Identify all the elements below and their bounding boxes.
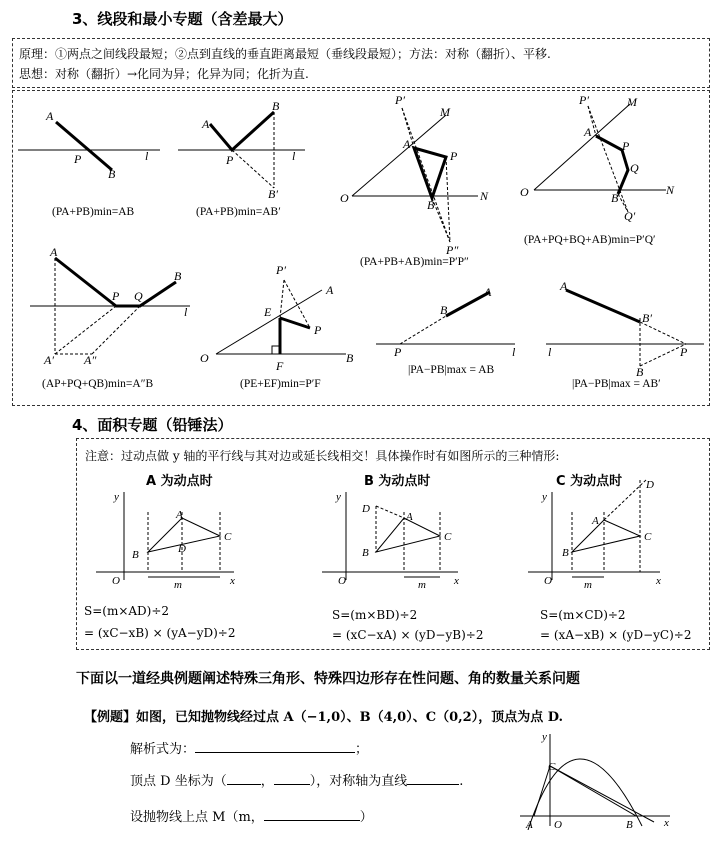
line1-end: ； (355, 742, 369, 757)
svg-text:A′: A′ (44, 353, 54, 367)
svg-text:Q: Q (134, 289, 143, 303)
svg-text:O: O (112, 575, 120, 587)
svg-text:O: O (338, 575, 346, 587)
case-b-formula-1: S=(m×BD)÷2 (332, 608, 418, 622)
svg-text:y: y (336, 491, 341, 503)
case-a-formula-2: = (xC−xB) × (yA−yD)÷2 (84, 626, 236, 640)
example-problem: 【例题】如图，已知抛物线经过点 A（−1,0）、B（4,0）、C（0,2），顶点为点 D. (84, 710, 564, 725)
svg-text:l: l (548, 345, 552, 359)
caption-7: |PA−PB|max = AB (408, 364, 495, 376)
analytic-label: 解析式为： (130, 742, 196, 757)
area-note: 注意：过动点做 y 轴的平行线与其对边或延长线相交！具体操作时有如图所示的三种情形: (85, 449, 560, 463)
svg-text:F: F (276, 359, 284, 373)
case-a-figure (96, 492, 234, 580)
svg-text:A: A (50, 245, 58, 259)
axis-blank[interactable] (407, 784, 459, 785)
case-a-title: A 为动点时 (146, 474, 213, 489)
caption-3: (PA+PB+AB)min=P′P″ (360, 256, 469, 268)
svg-text:P: P (622, 139, 630, 153)
svg-text:l: l (184, 305, 188, 319)
svg-text:P: P (74, 152, 82, 166)
svg-text:B: B (108, 167, 116, 181)
svg-text:P: P (314, 323, 322, 337)
svg-text:A″: A″ (84, 353, 97, 367)
svg-text:B′: B′ (642, 311, 652, 325)
svg-text:P: P (680, 345, 688, 359)
svg-text:B: B (362, 547, 369, 559)
svg-text:A: A (202, 117, 210, 131)
svg-text:M: M (440, 105, 450, 119)
svg-text:C: C (444, 531, 452, 543)
svg-text:B: B (346, 351, 354, 365)
svg-text:B: B (636, 365, 644, 379)
svg-text:O: O (544, 575, 552, 587)
section3-title: 3、线段和最小专题（含差最大） (72, 10, 293, 28)
line3-end: ） (359, 810, 373, 825)
svg-text:N: N (666, 183, 675, 197)
vertex-y-blank[interactable] (274, 784, 310, 785)
figure-4 (534, 104, 666, 212)
svg-text:A: A (406, 511, 413, 523)
figure-2 (178, 112, 305, 188)
svg-text:O: O (554, 819, 562, 830)
vertex-label: 顶点 D 坐标为（ (130, 774, 227, 789)
example-line-3 (130, 806, 373, 825)
svg-text:M: M (627, 95, 637, 109)
svg-text:l: l (292, 149, 296, 163)
point-m-blank[interactable] (264, 820, 360, 821)
svg-text:P′: P′ (579, 93, 589, 107)
svg-text:x: x (664, 817, 669, 829)
svg-text:Q′: Q′ (624, 209, 636, 223)
figure-1 (18, 122, 160, 170)
svg-text:Q: Q (630, 161, 639, 175)
caption-2: (PA+PB)min=AB′ (196, 206, 281, 218)
svg-text:P′: P′ (395, 93, 405, 107)
line2-end: . (459, 774, 464, 789)
svg-text:A: A (176, 509, 183, 521)
svg-text:D: D (362, 503, 370, 515)
case-b-figure (322, 492, 458, 580)
svg-text:B: B (132, 549, 139, 561)
svg-text:P: P (394, 345, 402, 359)
principle-text: 原理：①两点之间线段最短；②点到直线的垂直距离最短（垂线段最短）；方法：对称（翻折）、平移. (19, 47, 551, 61)
svg-text:A: A (526, 819, 533, 830)
svg-text:m: m (418, 579, 426, 591)
svg-text:O: O (340, 191, 349, 205)
svg-text:C: C (224, 531, 232, 543)
analytic-blank[interactable] (195, 752, 355, 753)
svg-text:m: m (584, 579, 592, 591)
svg-text:D: D (646, 479, 654, 491)
case-c-formula-2: = (xA−xB) × (yD−yC)÷2 (540, 628, 692, 642)
area-figures (0, 440, 720, 600)
caption-4: (PA+PQ+BQ+AB)min=P′Q′ (524, 234, 656, 246)
svg-text:m: m (174, 579, 182, 591)
section4-title: 4、面积专题（铅锤法） (72, 416, 233, 434)
svg-text:l: l (512, 345, 516, 359)
case-c-formula-1: S=(m×CD)÷2 (540, 608, 626, 622)
point-m-label: 设抛物线上点 M（m， (130, 810, 264, 825)
svg-text:B: B (562, 547, 569, 559)
vertex-comma: ， (260, 774, 274, 789)
example-line-1 (130, 738, 368, 757)
example-heading: 下面以一道经典例题阐述特殊三角形、特殊四边形存在性问题、角的数量关系问题 (76, 671, 580, 687)
svg-text:D: D (178, 543, 186, 555)
vertex-x-blank[interactable] (227, 784, 261, 785)
svg-text:O: O (200, 351, 209, 365)
svg-text:B: B (272, 99, 280, 113)
case-a-formula-1: S=(m×AD)÷2 (84, 604, 170, 618)
caption-8: |PA−PB|max = AB′ (572, 378, 661, 390)
svg-text:B: B (440, 303, 448, 317)
case-b-formula-2: = (xC−xA) × (yD−yB)÷2 (332, 628, 484, 642)
svg-text:y: y (542, 731, 547, 743)
parabola-figure (514, 730, 674, 830)
figure-7 (376, 292, 515, 344)
caption-6: (PE+EF)min=P′F (240, 378, 321, 390)
svg-text:B: B (427, 198, 435, 212)
figure-3 (352, 108, 478, 242)
svg-text:x: x (454, 575, 459, 587)
svg-text:C: C (548, 761, 556, 773)
svg-text:A: A (560, 279, 568, 293)
case-c-figure (528, 480, 660, 580)
case-b-title: B 为动点时 (364, 474, 431, 489)
svg-text:B: B (626, 819, 633, 830)
caption-1: (PA+PB)min=AB (52, 206, 135, 218)
svg-text:P″: P″ (446, 243, 459, 257)
svg-text:B: B (174, 269, 182, 283)
svg-text:A: A (46, 109, 54, 123)
axis-label: ），对称轴为直线 (309, 774, 408, 789)
svg-text:x: x (656, 575, 661, 587)
example-line-2 (130, 770, 463, 789)
svg-text:E: E (264, 305, 272, 319)
svg-text:B′: B′ (268, 187, 278, 201)
svg-text:P: P (112, 289, 120, 303)
svg-text:O: O (520, 185, 529, 199)
svg-text:A: A (592, 515, 599, 527)
svg-text:A: A (484, 285, 492, 299)
svg-text:l: l (145, 149, 149, 163)
svg-text:C: C (644, 531, 652, 543)
svg-text:A: A (326, 283, 334, 297)
svg-text:y: y (542, 491, 547, 503)
svg-text:P′: P′ (276, 263, 286, 277)
svg-text:A: A (403, 137, 411, 151)
idea-text: 思想：对称（翻折）→化同为异；化异为同；化折为直. (19, 67, 309, 81)
svg-text:B: B (611, 191, 619, 205)
svg-text:P: P (450, 149, 458, 163)
figure-5 (30, 258, 190, 354)
caption-5: (AP+PQ+QB)min=A″B (42, 378, 154, 390)
svg-text:y: y (114, 491, 119, 503)
case-c-title: C 为动点时 (556, 474, 623, 489)
svg-text:x: x (230, 575, 235, 587)
svg-text:N: N (480, 189, 489, 203)
svg-text:A: A (584, 125, 592, 139)
svg-text:P: P (226, 153, 234, 167)
